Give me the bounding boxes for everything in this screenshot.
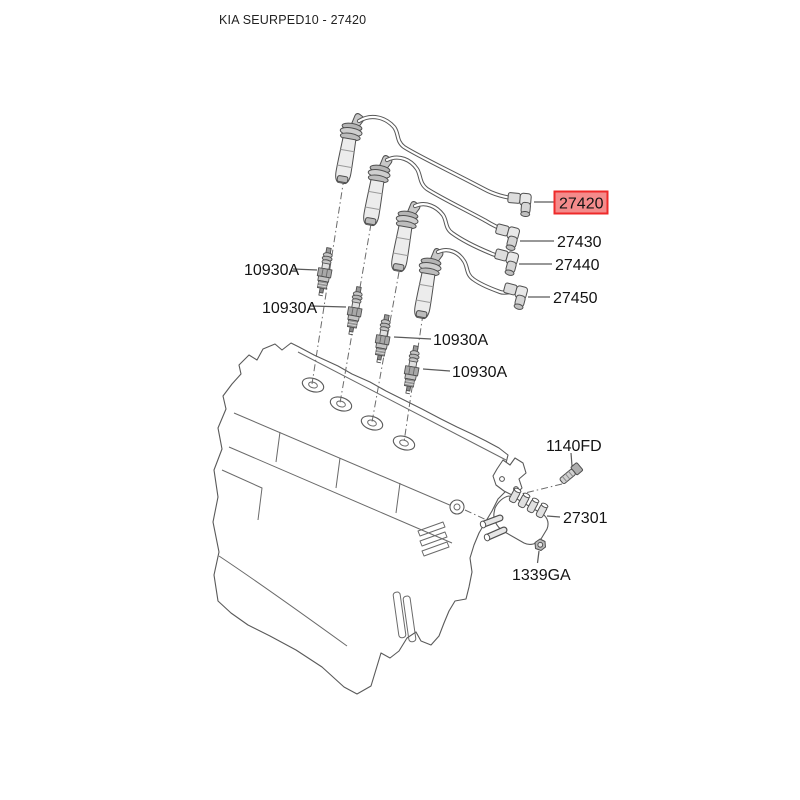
bolt [558,453,583,485]
cable-boot-4 [410,246,444,320]
callout-27430[interactable]: 27430 [557,234,602,251]
nut [535,539,546,563]
cable-3-wire [415,204,507,258]
callout-1339GA[interactable]: 1339GA [512,567,571,584]
callout-10930A-4[interactable]: 10930A [452,364,508,381]
callout-10930A-3[interactable]: 10930A [433,332,489,349]
coil-low-voltage-tubes [479,518,504,542]
callout-27440[interactable]: 27440 [555,257,600,274]
spark-plug-4 [401,345,423,395]
spark-plug-2 [344,286,366,336]
cable-3-elbow [491,248,519,276]
cable-boots [331,111,444,320]
page-title: KIA SEURPED10 - 27420 [219,13,367,27]
highlight-label[interactable]: 27420 [559,195,604,213]
callout-10930A-1[interactable]: 10930A [244,262,300,279]
engine-block-drawing [213,343,513,694]
cable-1-elbow [507,192,532,217]
callout-27450[interactable]: 27450 [553,290,598,307]
cable-boot-3 [387,199,421,273]
callout-27301[interactable]: 27301 [563,510,608,527]
callout-1140FD[interactable]: 1140FD [546,438,602,455]
cable-4-elbow [500,282,528,310]
cable-boot-2 [359,153,393,227]
callout-10930A-2[interactable]: 10930A [262,300,318,317]
